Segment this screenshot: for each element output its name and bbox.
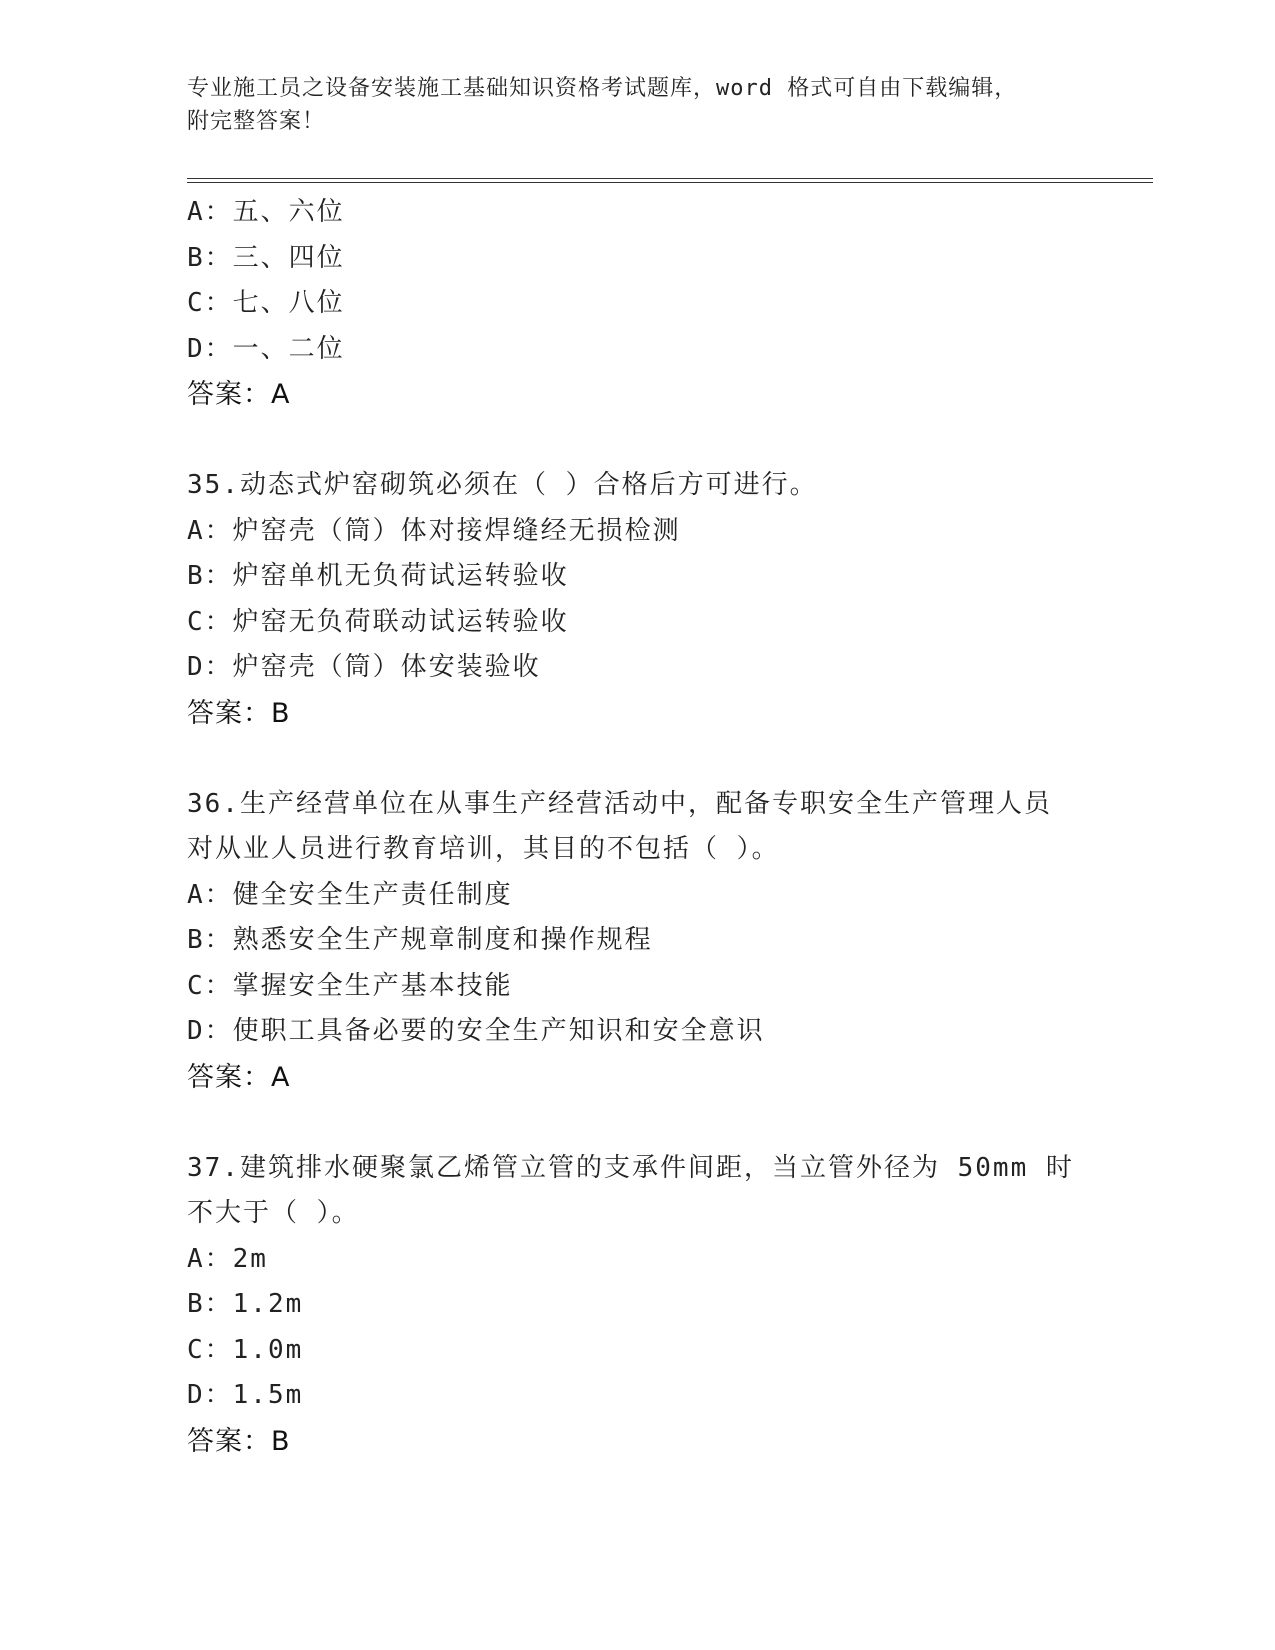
question-stem-line-1: 37.建筑排水硬聚氯乙烯管立管的支承件间距，当立管外径为 50mm 时 [187,1152,1074,1183]
question-list [187,190,1087,1464]
option-d: D：使职工具备必要的安全生产知识和安全意识 [187,1016,765,1046]
question-35 [187,463,1087,736]
question-stem-line-2: 不大于（ ）。 [187,1198,360,1228]
option-c: C：七、八位 [187,288,345,318]
option-b: B：熟悉安全生产规章制度和操作规程 [187,925,653,955]
option-a: A：五、六位 [187,197,345,227]
header-title-line-1: 专业施工员之设备安装施工基础知识资格考试题库，word 格式可自由下载编辑， [187,76,1018,101]
answer-label: 答案：B [187,1425,291,1457]
question-stem: 35.动态式炉窑砌筑必须在（ ）合格后方可进行。 [187,470,818,500]
answer-label: 答案：A [187,379,291,410]
option-d: D：炉窑壳（筒）体安装验收 [187,652,541,682]
option-a: A：炉窑壳（筒）体对接焊缝经无损检测 [187,515,681,546]
option-d: D：一、二位 [187,333,345,364]
question-stem-line-1: 36.生产经营单位在从事生产经营活动中，配备专职安全生产管理人员 [187,788,1052,819]
header-divider-bottom [187,182,1153,183]
spacer [187,418,1087,464]
question-stem-line-2: 对从业人员进行教育培训，其目的不包括（ ）。 [187,834,780,864]
spacer [187,736,1087,782]
option-b: B：炉窑单机无负荷试运转验收 [187,561,569,591]
answer-label: 答案：A [187,1061,291,1093]
spacer [187,1100,1087,1146]
option-c: C：掌握安全生产基本技能 [187,970,513,1001]
option-d: D：1.5m [187,1380,304,1410]
option-c: C：炉窑无负荷联动试运转验收 [187,606,569,637]
header-divider-top [187,178,1153,179]
option-c: C：1.0m [187,1334,304,1365]
header-title-line-2: 附完整答案！ [187,109,326,134]
document-header [187,72,1087,138]
option-b: B：1.2m [187,1289,304,1319]
option-a: A：健全安全生产责任制度 [187,879,513,910]
question-34 [187,190,1087,418]
question-37 [187,1146,1087,1465]
option-a: A：2m [187,1243,268,1274]
option-b: B：三、四位 [187,242,345,273]
question-36 [187,782,1087,1101]
answer-label: 答案：B [187,697,291,729]
